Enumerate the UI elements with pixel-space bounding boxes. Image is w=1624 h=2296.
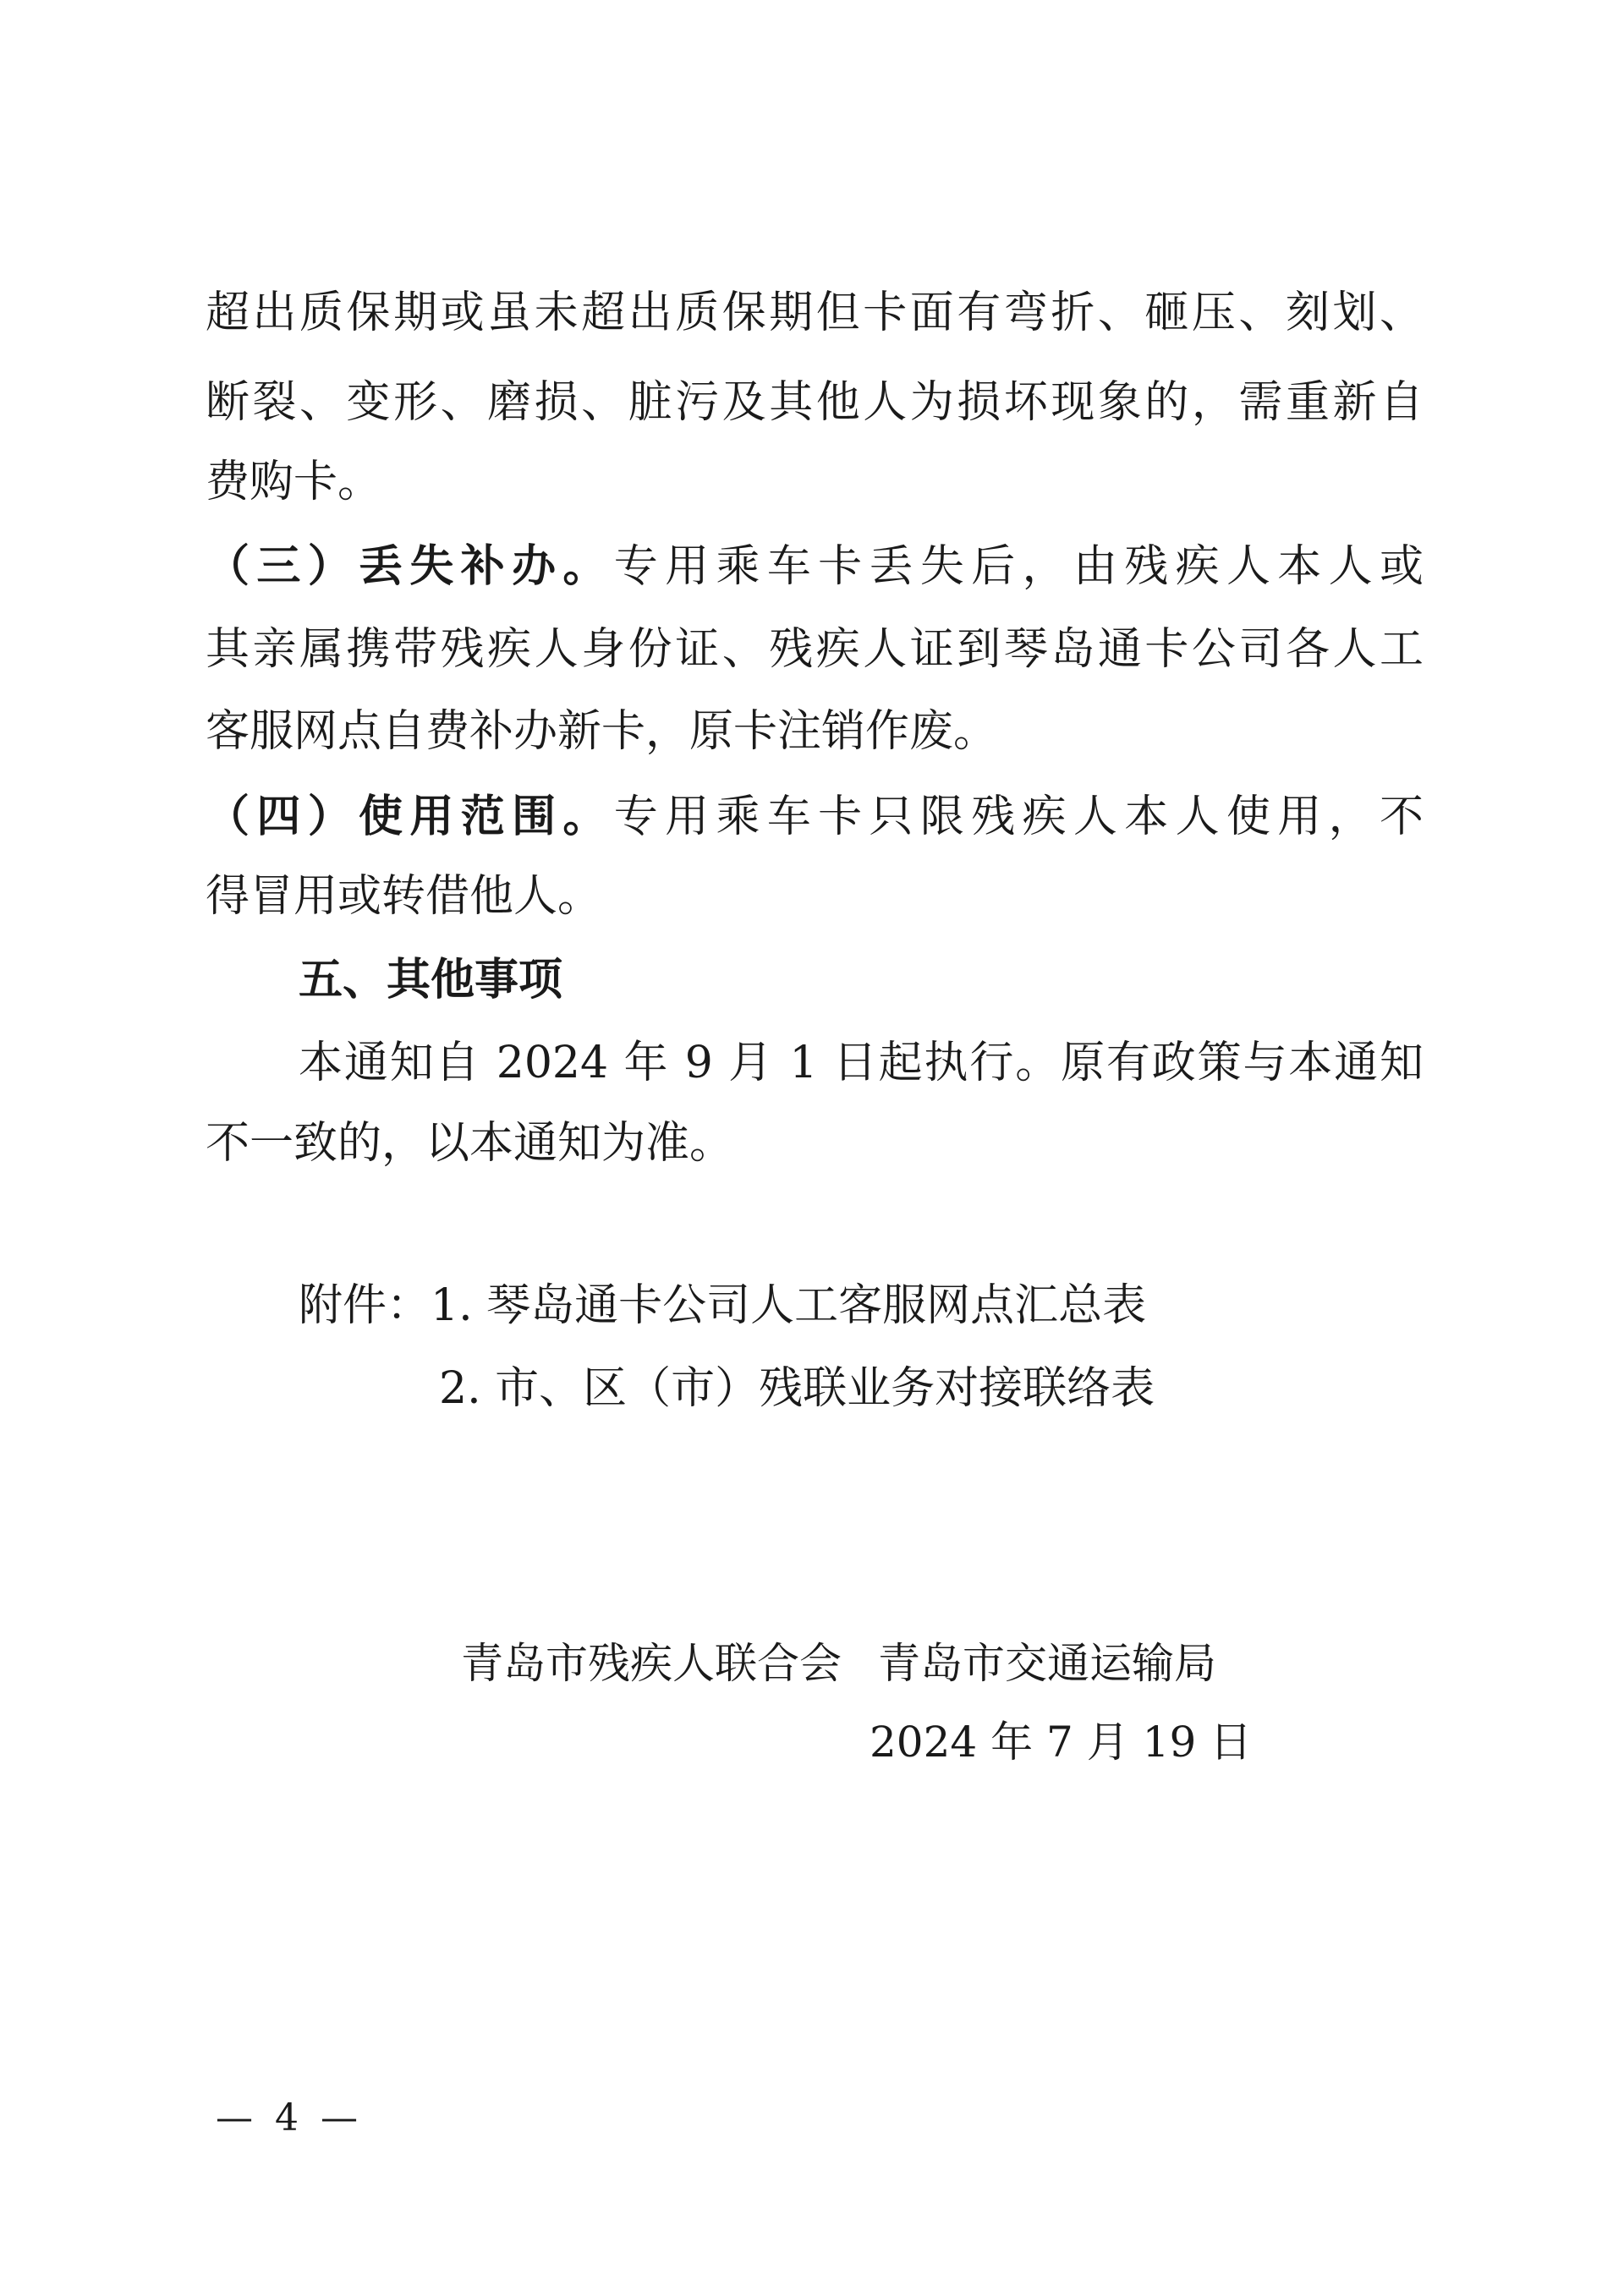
attachment-line-1 — [299, 1280, 1146, 1331]
section-5-heading: 五、其他事项 — [299, 954, 563, 1006]
body-line: 不一致的，以本通知为准。 — [206, 1118, 734, 1169]
body-line: 其亲属携带残疾人身份证、残疾人证到琴岛通卡公司各人工 — [206, 624, 1424, 675]
signature-date: 2024 年 7 月 19 日 — [870, 1718, 1253, 1767]
signature-org-disabled-federation: 青岛市残疾人联合会 — [461, 1639, 842, 1688]
body-line: 超出质保期或虽未超出质保期但卡面有弯折、砸压、刻划、 — [206, 288, 1424, 338]
section-4-first-line — [206, 792, 1424, 842]
signature-org-transport-bureau: 青岛市交通运输局 — [878, 1639, 1216, 1688]
body-line: 断裂、变形、磨损、脏污及其他人为损坏现象的，需重新自 — [206, 377, 1424, 428]
body-line: 本通知自 2024 年 9 月 1 日起执行。原有政策与本通知 — [299, 1038, 1424, 1088]
body-line: 得冒用或转借他人。 — [206, 871, 602, 922]
section-3-heading: （三）丢失补办。 — [206, 540, 614, 592]
attachment-label: 附件： — [299, 1280, 431, 1331]
section-4-heading: （四）使用范围。 — [206, 791, 614, 842]
section-4-text: 专用乘车卡只限残疾人本人使用，不 — [613, 792, 1424, 842]
section-3-first-line — [206, 541, 1424, 592]
attachment-item: 1. 琴岛通卡公司人工客服网点汇总表 — [431, 1280, 1147, 1331]
body-line: 费购卡。 — [206, 457, 382, 507]
page-number: — 4 — — [216, 2096, 363, 2140]
section-3-text: 专用乘车卡丢失后，由残疾人本人或 — [613, 541, 1424, 592]
body-line: 客服网点自费补办新卡，原卡注销作废。 — [206, 706, 998, 757]
attachment-item: 2. 市、区（市）残联业务对接联络表 — [439, 1363, 1155, 1414]
